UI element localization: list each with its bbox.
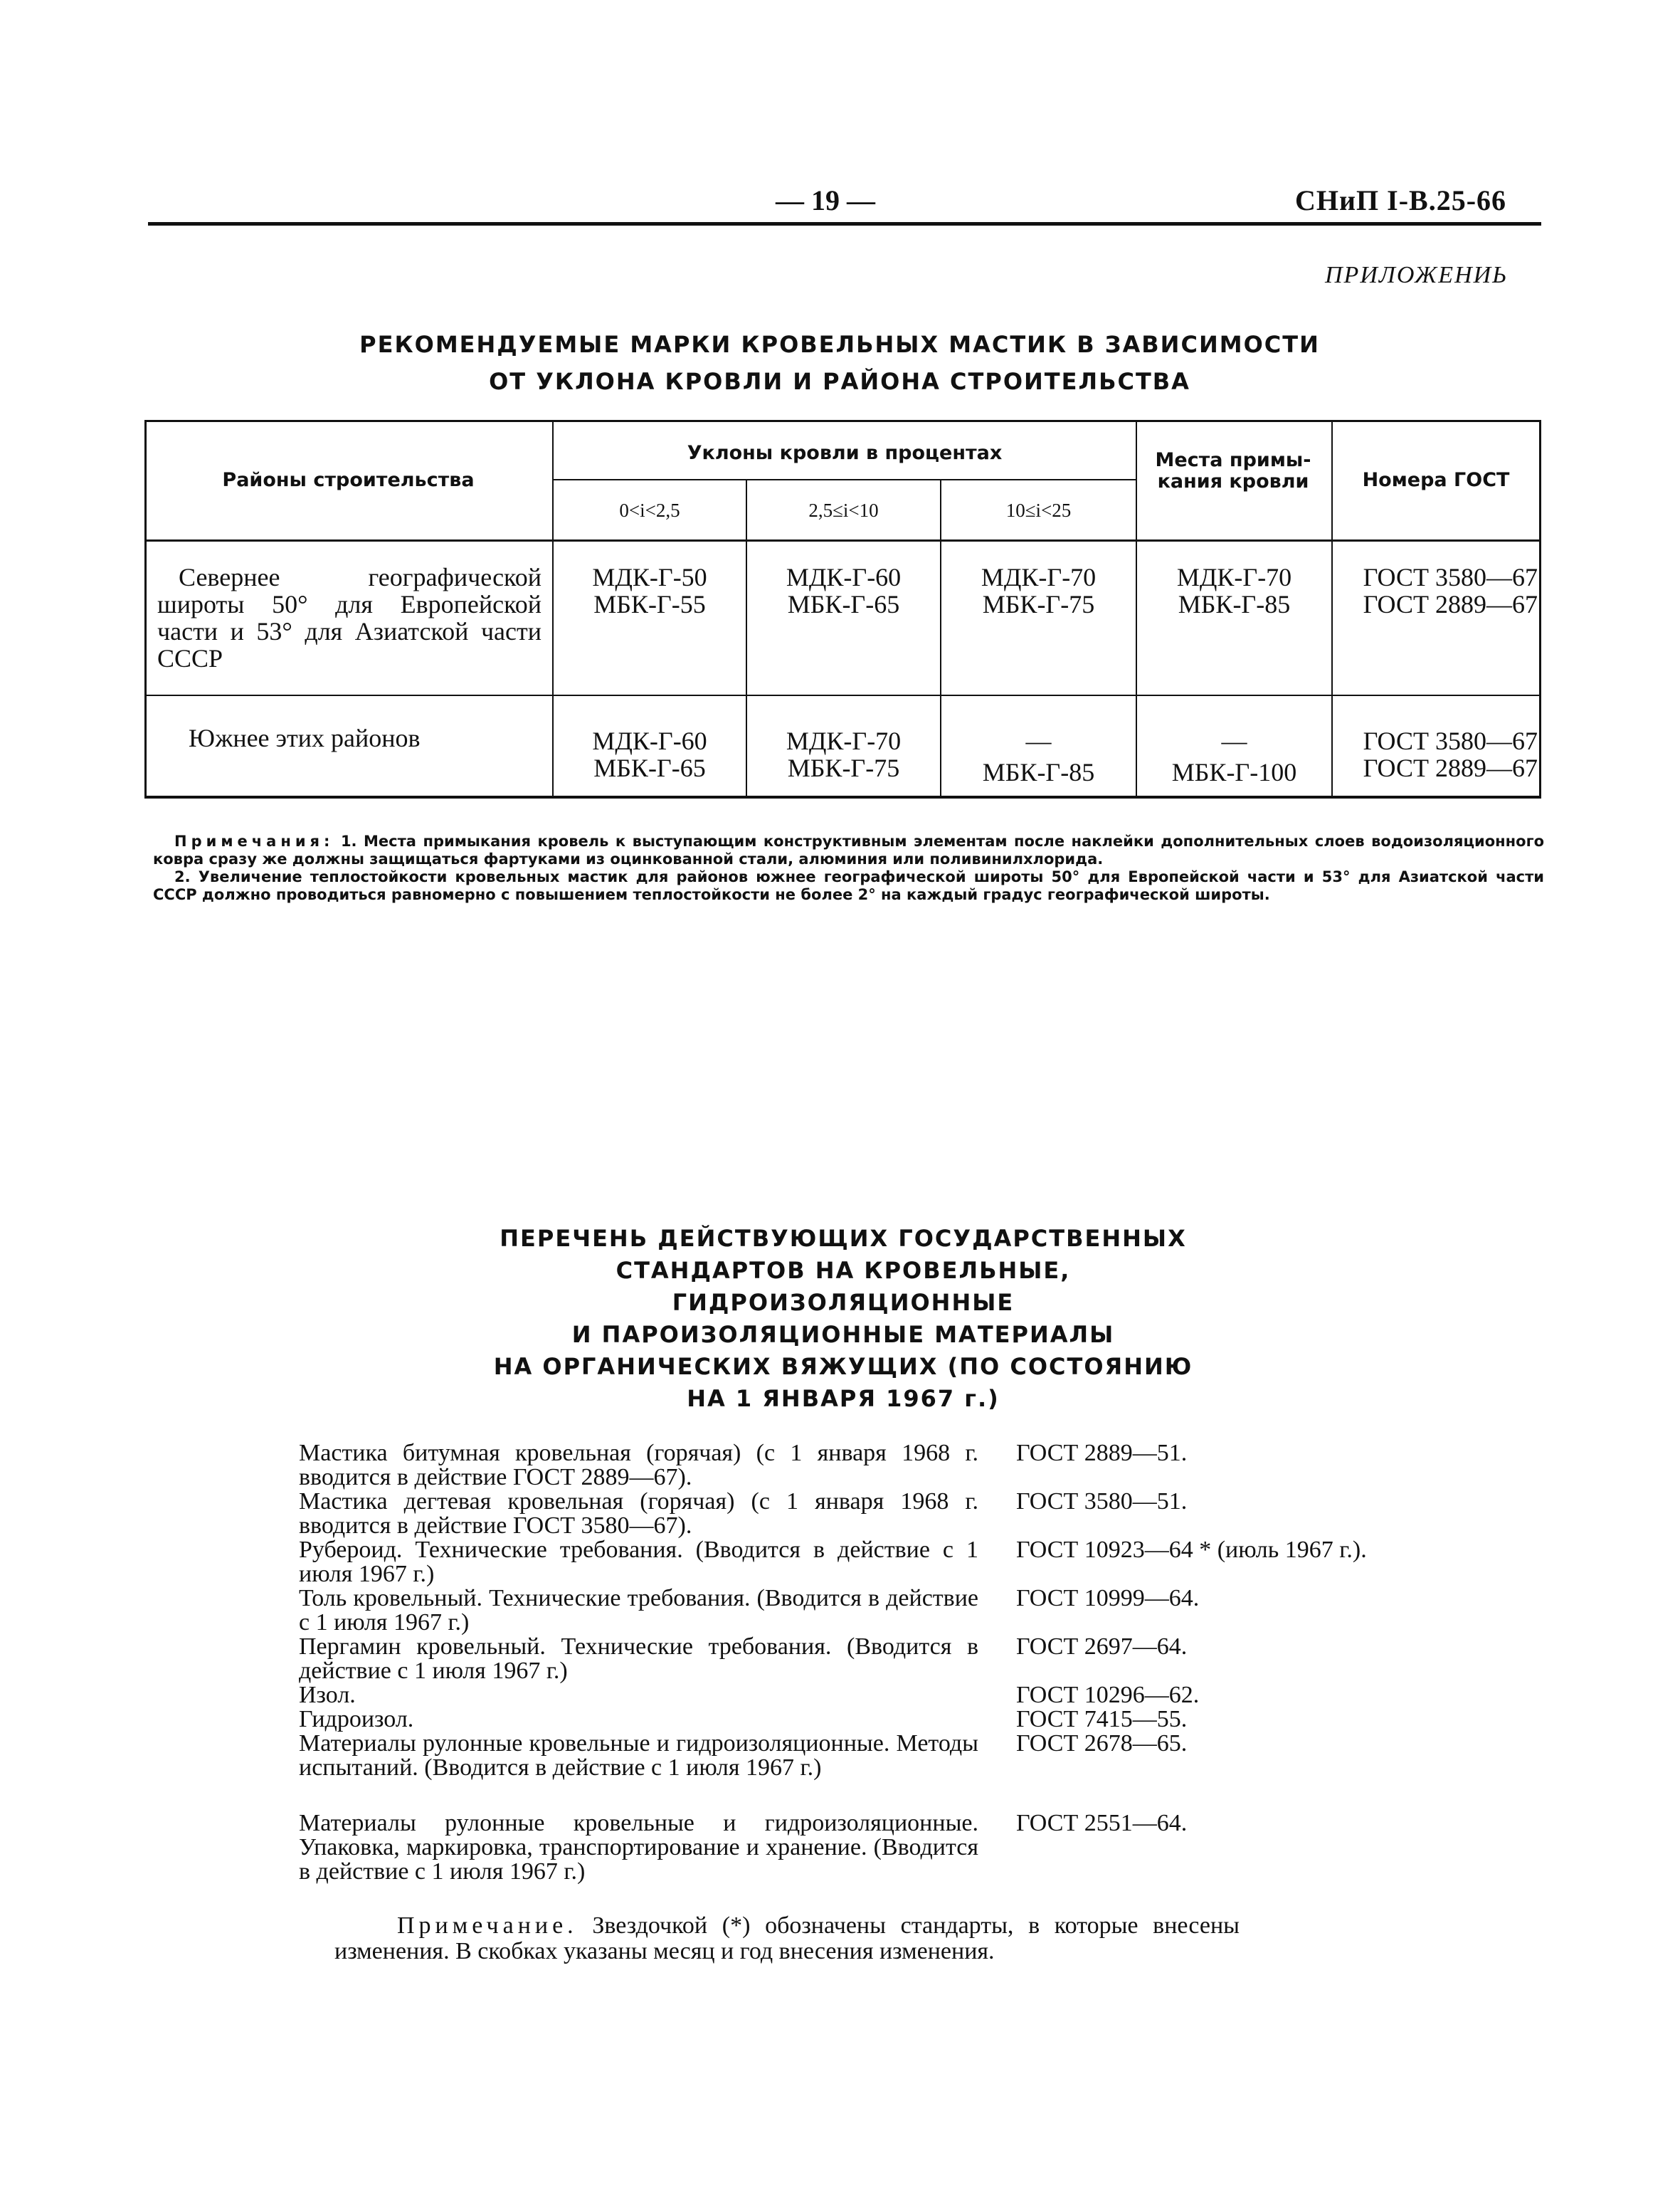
standard-item-code: ГОСТ 2678—65. xyxy=(1016,1730,1188,1757)
mastic-table xyxy=(144,420,1541,799)
row2-slope3-mbk: МБК-Г-85 xyxy=(982,758,1095,786)
final-note-text: Звездочкой (*) обозначены стандарты, в которые внесены изменения. В скобках указаны месяц и год внесения изменения. xyxy=(334,1912,1240,1964)
standard-item-code: ГОСТ 2551—64. xyxy=(1016,1810,1188,1836)
header-rule xyxy=(148,222,1541,226)
row2-slope3-dash: — xyxy=(1025,727,1052,755)
row2-slope2-mbk: МБК-Г-75 xyxy=(787,754,900,782)
standard-item-desc: Материалы рулонные кровельные и гидроизоляционные. Методы испытаний. (Вводится в действие с 1 июля 1967 г.) xyxy=(299,1730,978,1781)
row1-junction-mdk: МДК-Г-70 xyxy=(1176,563,1292,591)
standard-item-code: ГОСТ 2889—51. xyxy=(1016,1440,1188,1466)
row1-slope3-mbk: МБК-Г-75 xyxy=(982,590,1095,618)
document-code: СНиП I-В.25-66 xyxy=(1295,184,1507,216)
table-slope-subrule xyxy=(552,479,1136,480)
section1-title-line1: РЕКОМЕНДУЕМЫЕ МАРКИ КРОВЕЛЬНЫХ МАСТИК В ЗАВИСИМОСТИ xyxy=(359,331,1320,358)
standard-item-code: ГОСТ 2697—64. xyxy=(1016,1633,1188,1660)
standard-item-desc: Рубероид. Технические требования. (Вводится в действие с 1 июля 1967 г.) xyxy=(299,1537,978,1587)
section1-title xyxy=(213,326,1466,400)
standard-item-desc: Мастика битумная кровельная (горячая) (с 1 января 1968 г. вводится в действие ГОСТ 2889—67). xyxy=(299,1440,978,1490)
section2-title-line4: И ПАРОИЗОЛЯЦИОННЫЕ МАТЕРИАЛЫ xyxy=(571,1321,1115,1348)
table-note-1 xyxy=(153,833,1544,868)
note-1-text: 1. Места примыкания кровель к выступающим конструктивным элементам после наклейки дополнительных слоев водоизоляционного ковра сразу же должны защищаться фартуками из оцинкованной стали, алюминия или поливинилхлорида. xyxy=(153,833,1544,868)
page-number: — 19 — xyxy=(776,184,875,216)
row1-region: Севернее географической широты 50° для Европейской части и 53° для Азиатской части СССР xyxy=(157,563,541,673)
standard-item-desc: Толь кровельный. Технические требования. (Вводится в действие с 1 июля 1967 г.) xyxy=(299,1585,978,1636)
final-note xyxy=(334,1913,1240,1964)
row2-region: Южнее этих районов xyxy=(189,724,421,752)
row1-slope2-mdk: МДК-Г-60 xyxy=(786,563,902,591)
standard-item-code: ГОСТ 3580—51. xyxy=(1016,1488,1188,1515)
row1-slope1-mdk: МДК-Г-50 xyxy=(592,563,707,591)
row1-slope2-mbk: МБК-Г-65 xyxy=(787,590,900,618)
section2-title-line6: НА 1 ЯНВАРЯ 1967 г.) xyxy=(687,1385,1000,1412)
standard-item-desc: Пергамин кровельный. Технические требования. (Вводится в действие с 1 июля 1967 г.) xyxy=(299,1633,978,1684)
standard-item-code: ГОСТ 10999—64. xyxy=(1016,1585,1200,1611)
header-slope-range-1: 0<i<2,5 xyxy=(619,500,680,521)
standard-item-desc: Изол. xyxy=(299,1682,356,1708)
header-gost: Номера ГОСТ xyxy=(1362,469,1510,491)
row1-slope3-mdk: МДК-Г-70 xyxy=(981,563,1097,591)
standard-item-code: ГОСТ 7415—55. xyxy=(1016,1706,1188,1732)
standard-item-desc: Гидроизол. xyxy=(299,1706,414,1732)
table-note-2: 2. Увеличение теплостойкости кровельных мастик для районов южнее географической широты 50° для Европейской части и 53° для Азиатской части СССР должно проводиться равномерно с повышением теплостойкости не более 2° на каждый градус географической широты. xyxy=(153,868,1544,903)
header-slope-range-2: 2,5≤i<10 xyxy=(808,500,879,521)
row1-gost-a: ГОСТ 3580—67 xyxy=(1363,563,1538,591)
standard-item-code: ГОСТ 10923—64 * (июль 1967 г.). xyxy=(1016,1537,1367,1563)
header-slopes: Уклоны кровли в процентах xyxy=(687,442,1003,464)
row1-slope1-mbk: МБК-Г-55 xyxy=(593,590,706,618)
row2-slope2-mdk: МДК-Г-70 xyxy=(786,727,902,755)
appendix-label: ПРИЛОЖЕНИЬ xyxy=(1325,262,1509,288)
final-note-label: Примечание. xyxy=(397,1912,578,1939)
section2-title-line5: НА ОРГАНИЧЕСКИХ ВЯЖУЩИХ (ПО СОСТОЯНИЮ xyxy=(493,1353,1193,1380)
standard-item-desc: Материалы рулонные кровельные и гидроизоляционные. Упаковка, маркировка, транспортирование и хранение. (Вводится в действие с 1 июля 1967 г.) xyxy=(299,1810,978,1885)
row2-gost-b: ГОСТ 2889—67 xyxy=(1363,754,1538,782)
row2-junction-dash: — xyxy=(1221,727,1247,755)
row1-junction-mbk: МБК-Г-85 xyxy=(1178,590,1291,618)
standard-item-code: ГОСТ 10296—62. xyxy=(1016,1682,1200,1708)
row2-gost-a: ГОСТ 3580—67 xyxy=(1363,727,1538,755)
row2-junction-mbk: МБК-Г-100 xyxy=(1171,758,1297,786)
section2-title xyxy=(285,1223,1402,1415)
section1-title-line2: ОТ УКЛОНА КРОВЛИ И РАЙОНА СТРОИТЕЛЬСТВА xyxy=(489,368,1190,395)
section2-title-line2: СТАНДАРТОВ НА КРОВЕЛЬНЫЕ, xyxy=(616,1257,1071,1284)
header-region: Районы строительства xyxy=(222,469,475,491)
header-slope-range-3: 10≤i<25 xyxy=(1005,500,1072,521)
header-junction: Места примы-кания кровли xyxy=(1155,449,1311,493)
section2-title-line1: ПЕРЕЧЕНЬ ДЕЙСТВУЮЩИХ ГОСУДАРСТВЕННЫХ xyxy=(500,1225,1187,1252)
section2-title-line3: ГИДРОИЗОЛЯЦИОННЫЕ xyxy=(672,1289,1015,1316)
table-notes xyxy=(153,833,1544,904)
row2-slope1-mbk: МБК-Г-65 xyxy=(593,754,706,782)
table-right-border xyxy=(1539,420,1541,799)
standard-item-desc: Мастика дегтевая кровельная (горячая) (с 1 января 1968 г. вводится в действие ГОСТ 3580—67). xyxy=(299,1488,978,1539)
notes-label: Примечания: xyxy=(174,833,334,850)
row1-gost-b: ГОСТ 2889—67 xyxy=(1363,590,1538,618)
row2-slope1-mdk: МДК-Г-60 xyxy=(592,727,707,755)
